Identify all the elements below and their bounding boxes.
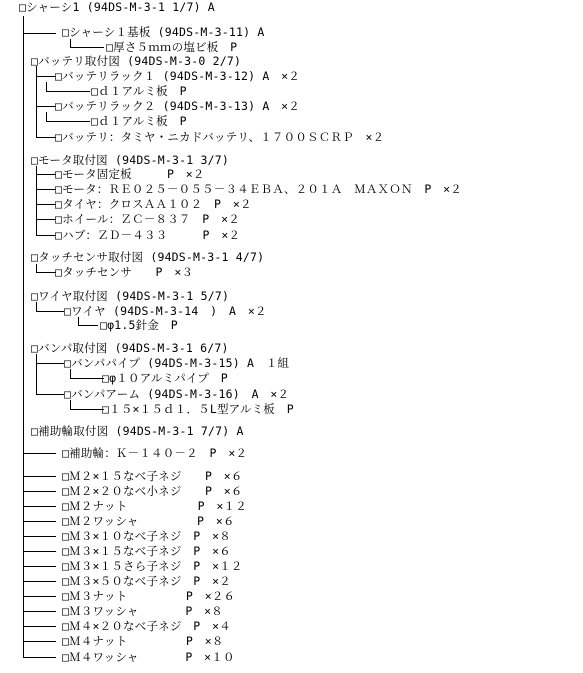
section-motor: □モータ取付図 (94DS-M-3-1 3/7)	[31, 153, 229, 167]
part-l-angle: □１５×１５ｄ１．５L型アルミ板 P	[102, 402, 294, 416]
part-m3x10-screw: □Ｍ３×１０なべ子ネジ P ×８	[62, 529, 231, 543]
part-tire: □タイヤ：クロスＡＡ１０２ P ×２	[55, 197, 252, 211]
part-m2-washer: □Ｍ２ワッシャ P ×６	[62, 514, 235, 528]
part-chassis-board: □シャーシ１基板 (94DS-M-3-11) A	[62, 25, 265, 39]
section-wire: □ワイヤ取付図 (94DS-M-3-1 5/7)	[31, 289, 230, 303]
part-m4-washer: □Ｍ４ワッシャ P ×１０	[62, 650, 235, 664]
section-bumper: □バンパ取付図 (94DS-M-3-1 6/7)	[31, 341, 229, 355]
part-m3x15-screw: □Ｍ３×１５なべ子ネジ P ×６	[62, 544, 231, 558]
part-battery-rack-2: □バッテリラック２ (94DS-M-3-13) A ×２	[55, 99, 300, 113]
part-wire: □ワイヤ (94DS-M-3-14 ) A ×２	[64, 304, 267, 318]
part-m4x20-screw: □Ｍ４×２０なべ子ネジ P ×４	[62, 619, 231, 633]
part-m3x15-flat-screw: □Ｍ３×１５さら子ネジ P ×１２	[62, 559, 243, 573]
part-alu-plate-1: □ｄ１アルミ板 P	[91, 84, 187, 98]
part-bumper-arm: □バンパアーム (94DS-M-3-16) A ×２	[64, 387, 290, 401]
part-battery-rack-1: □バッテリラック１ (94DS-M-3-12) A ×２	[55, 69, 300, 83]
root-title: □シャーシ1 (94DS-M-3-1 1/7) A	[19, 0, 215, 14]
part-alu-plate-2: □ｄ１アルミ板 P	[91, 114, 187, 128]
part-m4-nut: □Ｍ４ナット P ×８	[62, 634, 224, 648]
part-motor: □モータ：ＲＥ０２５－０５５－３４ＥＢＡ、２０１Ａ ＭＡＸＯＮ P ×２	[55, 182, 463, 196]
part-m3-washer: □Ｍ３ワッシャ P ×８	[62, 604, 223, 618]
section-aux-wheel: □補助輪取付図 (94DS-M-3-1 7/7) A	[31, 424, 244, 438]
part-m3x50-screw: □Ｍ３×５０なべ子ネジ P ×２	[62, 574, 231, 588]
part-bumper-pipe: □バンパパイプ (94DS-M-3-15) A １組	[64, 356, 290, 370]
part-hub: □ハブ：ＺＤ－４３３ P ×２	[55, 228, 241, 242]
section-touch-sensor: □タッチセンサ取付図 (94DS-M-3-1 4/7)	[31, 250, 265, 264]
section-battery: □バッテリ取付図 (94DS-M-3-0 2/7)	[31, 54, 242, 68]
part-steel-wire: □φ1.5針金 P	[100, 318, 178, 332]
part-aux-wheel: □補助輪：Ｋ－１４０－２ P ×２	[62, 446, 248, 460]
part-touch-sensor: □タッチセンサ P ×３	[55, 265, 194, 279]
part-m2-nut: □Ｍ２ナット P ×１２	[62, 499, 247, 513]
part-wheel: □ホイール：ＺＣ－８３７ P ×２	[55, 212, 240, 226]
part-pvc-board: □厚さ５ｍｍの塩ビ板 P	[106, 40, 238, 54]
part-m2x15-screw: □Ｍ２×１５なべ子ネジ P ×６	[62, 469, 243, 483]
part-m2x20-screw: □Ｍ２×２０なべ小ネジ P ×６	[62, 484, 243, 498]
part-motor-plate: □モータ固定板 P ×２	[55, 167, 205, 181]
part-battery: □バッテリ：タミヤ・ニカドバッテリ、１７００ＳＣＲＰ ×２	[55, 130, 385, 144]
part-m3-nut: □Ｍ３ナット P ×２６	[62, 589, 236, 603]
part-alu-pipe: □φ１０アルミパイプ P	[102, 371, 228, 385]
